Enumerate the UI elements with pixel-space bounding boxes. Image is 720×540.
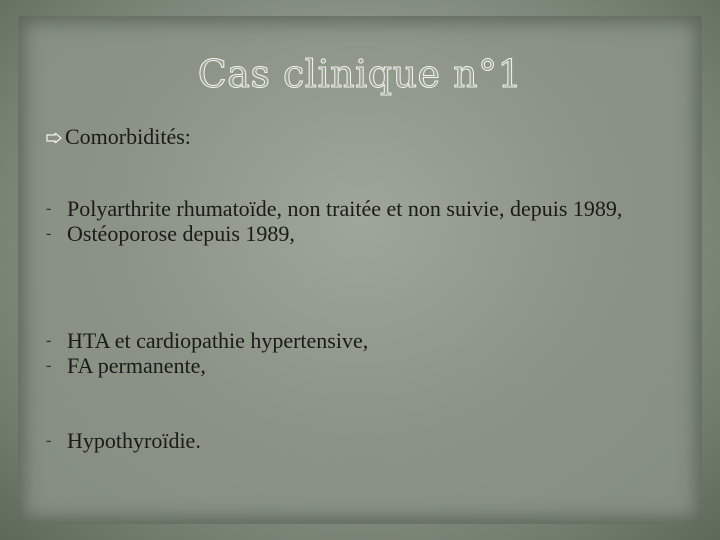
list-item bbox=[46, 328, 686, 353]
comorbidities-heading bbox=[46, 124, 191, 150]
arrow-bullet-icon bbox=[46, 133, 62, 143]
dash-bullet: - bbox=[46, 357, 52, 374]
list-item bbox=[46, 353, 686, 378]
dash-bullet: - bbox=[46, 225, 52, 242]
heading-label: Comorbidités: bbox=[65, 124, 191, 149]
list-item-text: Hypothyroïdie. bbox=[67, 428, 201, 453]
list-item-text: FA permanente, bbox=[67, 353, 206, 378]
comorbidity-list-group-1 bbox=[46, 196, 686, 246]
list-item-text: Ostéoporose depuis 1989, bbox=[67, 221, 295, 246]
comorbidity-list-group-2 bbox=[46, 328, 686, 378]
dash-bullet: - bbox=[46, 432, 52, 449]
dash-bullet: - bbox=[46, 200, 52, 217]
dash-bullet: - bbox=[46, 332, 52, 349]
list-item bbox=[46, 428, 686, 453]
list-item-text: HTA et cardiopathie hypertensive, bbox=[67, 328, 369, 353]
list-item-text: Polyarthrite rhumatoïde, non traitée et non suivie, depuis 1989, bbox=[67, 196, 623, 221]
list-item bbox=[46, 221, 686, 246]
list-item bbox=[46, 196, 686, 221]
slide-title: Cas clinique n°1 bbox=[197, 52, 523, 96]
comorbidity-list-group-3 bbox=[46, 428, 686, 453]
